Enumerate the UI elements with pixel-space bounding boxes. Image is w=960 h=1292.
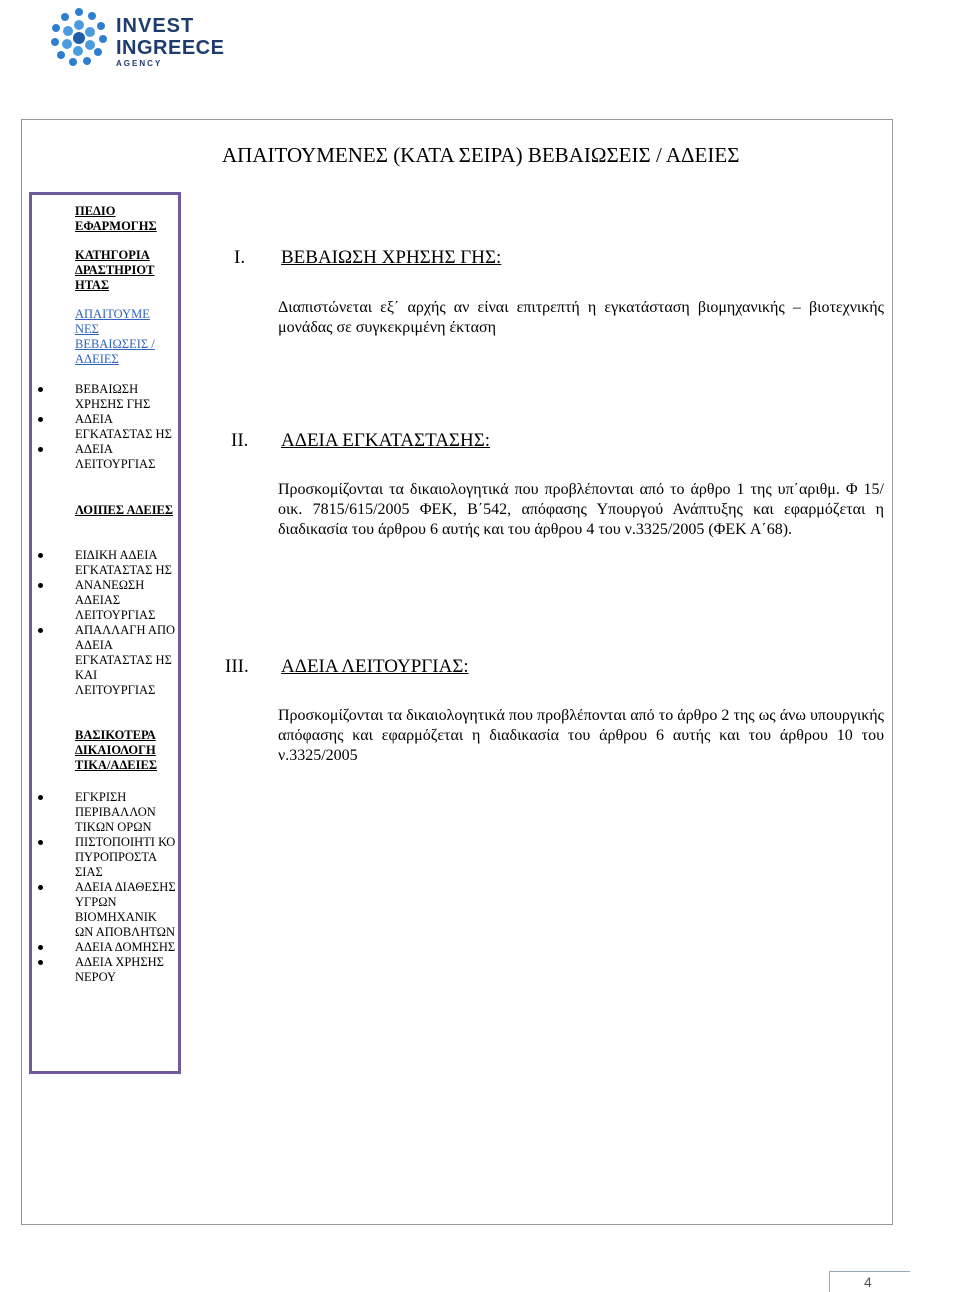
section-3-number: III. <box>225 656 249 677</box>
section-3-title: ΑΔΕΙΑ ΛΕΙΤΟΥΡΓΙΑΣ: <box>281 656 469 677</box>
sidebar-item[interactable] <box>32 835 177 880</box>
page-number: 4 <box>864 1274 872 1290</box>
section-2-title: ΑΔΕΙΑ ΕΓΚΑΤΑΣΤΑΣΗΣ: <box>281 430 491 451</box>
sidebar-item-label: ΠΙΣΤΟΠΟΙΗΤΙ ΚΟ ΠΥΡΟΠΡΟΣΤΑ ΣΙΑΣ <box>75 835 176 879</box>
sidebar-list-other-permits <box>32 548 177 698</box>
bullet-icon <box>38 795 43 800</box>
sidebar-item-label: ΒΕΒΑΙΩΣΗ ΧΡΗΣΗΣ ΓΗΣ <box>75 382 151 411</box>
sidebar-item[interactable] <box>32 955 177 985</box>
sidebar-item-label: ΑΔΕΙΑ ΧΡΗΣΗΣ ΝΕΡΟΥ <box>75 955 164 984</box>
sidebar-item-label: ΑΔΕΙΑ ΔΙΑΘΕΣΗΣ ΥΓΡΩΝ ΒΙΟΜΗΧΑΝΙΚ ΩΝ ΑΠΟΒΛΗΤΩΝ <box>75 880 176 939</box>
sidebar-item[interactable] <box>32 940 177 955</box>
sidebar-item-label: ΑΝΑΝΕΩΣΗ ΑΔΕΙΑΣ ΛΕΙΤΟΥΡΓΙΑΣ <box>75 578 156 622</box>
bullet-icon <box>38 583 43 588</box>
sidebar-link-required-permits[interactable]: ΑΠΑΙΤΟΥΜΕ ΝΕΣ ΒΕΒΑΙΩΣΕΙΣ /ΑΔΕΙΕΣ <box>75 307 155 366</box>
logo-wordmark <box>116 16 224 68</box>
sidebar-item[interactable] <box>32 790 177 835</box>
bullet-icon <box>38 628 43 633</box>
logo-line-1: INVEST <box>116 15 195 37</box>
sidebar-item[interactable] <box>32 880 177 940</box>
bullet-icon <box>38 553 43 558</box>
section-3-text: Προσκομίζονται τα δικαιολογητικά που προβλέπονται από το άρθρο 2 της ως άνω υπουργικής απόφασης και εφαρμόζεται η διαδικασία του άρθρου 6 αυτής και του άρθρου 10 του ν.3325/2005 <box>278 707 884 764</box>
sidebar-heading-category[interactable]: ΚΑΤΗΓΟΡΙΑ ΔΡΑΣΤΗΡΙΟΤ ΗΤΑΣ <box>75 248 155 292</box>
sidebar-item[interactable] <box>32 412 177 442</box>
sidebar-item-label: ΕΓΚΡΙΣΗ ΠΕΡΙΒΑΛΛΟΝ ΤΙΚΩΝ ΟΡΩΝ <box>75 790 156 834</box>
logo-mark-icon <box>48 6 110 68</box>
sidebar-heading-field[interactable]: ΠΕΔΙΟ ΕΦΑΡΜΟΓΗΣ <box>75 204 157 233</box>
invest-in-greece-logo <box>48 6 248 68</box>
sidebar-list-main-permits <box>32 382 177 472</box>
bullet-icon <box>38 840 43 845</box>
sidebar-item-label: ΕΙΔΙΚΗ ΑΔΕΙΑ ΕΓΚΑΤΑΣΤΑΣ ΗΣ <box>75 548 172 577</box>
page-title: ΑΠΑΙΤΟΥΜΕΝΕΣ (ΚΑΤΑ ΣΕΙΡΑ) ΒΕΒΑΙΩΣΕΙΣ / ΑΔΕΙΕΣ <box>222 143 740 167</box>
bullet-icon <box>38 960 43 965</box>
bullet-icon <box>38 885 43 890</box>
bullet-icon <box>38 417 43 422</box>
logo-line-3: AGENCY <box>116 59 163 68</box>
bullet-icon <box>38 945 43 950</box>
sidebar-item[interactable] <box>32 548 177 578</box>
sidebar-heading-other-permits[interactable]: ΛΟΙΠΕΣ ΑΔΕΙΕΣ <box>75 503 174 517</box>
sidebar-item[interactable] <box>32 578 177 623</box>
sidebar-item-label: ΑΔΕΙΑ ΔΟΜΗΣΗΣ <box>75 940 176 954</box>
bullet-icon <box>38 387 43 392</box>
sidebar-item-label: ΑΔΕΙΑ ΕΓΚΑΤΑΣΤΑΣ ΗΣ <box>75 412 172 441</box>
section-1-text: Διαπιστώνεται εξ΄ αρχής αν είναι επιτρεπτή η εγκατάσταση βιομηχανικής – βιοτεχνικής μονάδας σε συγκεκριμένη έκταση <box>278 299 884 336</box>
section-2-number: II. <box>231 430 249 451</box>
logo-line-2: INGREECE <box>116 37 225 59</box>
section-2-text: Προσκομίζονται τα δικαιολογητικά που προβλέπονται από το άρθρο 1 της υπ΄αριθμ. Φ 15/ οικ. 7815/615/2005 ΦΕΚ, Β΄542, απόφασης Υπουργού Ανάπτυξης και εφαρμόζεται η διαδικασία του άρθρου 6 αυτής και του άρθρου 4 του ν.3325/2005 (ΦΕΚ Α΄68). <box>278 481 884 538</box>
sidebar-list-basic-docs <box>32 790 177 985</box>
bullet-icon <box>38 447 43 452</box>
sidebar-item-label: ΑΔΕΙΑ ΛΕΙΤΟΥΡΓΙΑΣ <box>75 442 156 471</box>
section-1-number: I. <box>234 247 246 268</box>
sidebar-nav <box>29 192 181 1074</box>
sidebar-item-label: ΑΠΑΛΛΑΓΗ ΑΠΟ ΑΔΕΙΑ ΕΓΚΑΤΑΣΤΑΣ ΗΣ ΚΑΙ ΛΕΙΤΟΥΡΓΙΑΣ <box>75 623 176 697</box>
section-1-title: ΒΕΒΑΙΩΣΗ ΧΡΗΣΗΣ ΓΗΣ: <box>281 247 502 268</box>
sidebar-item[interactable] <box>32 623 177 698</box>
sidebar-heading-basic-docs[interactable]: ΒΑΣΙΚΟΤΕΡΑ ΔΙΚΑΙΟΛΟΓΗ ΤΙΚΑ/ΑΔΕΙΕΣ <box>75 728 158 772</box>
sidebar-item[interactable] <box>32 382 177 412</box>
sidebar-item[interactable] <box>32 442 177 472</box>
